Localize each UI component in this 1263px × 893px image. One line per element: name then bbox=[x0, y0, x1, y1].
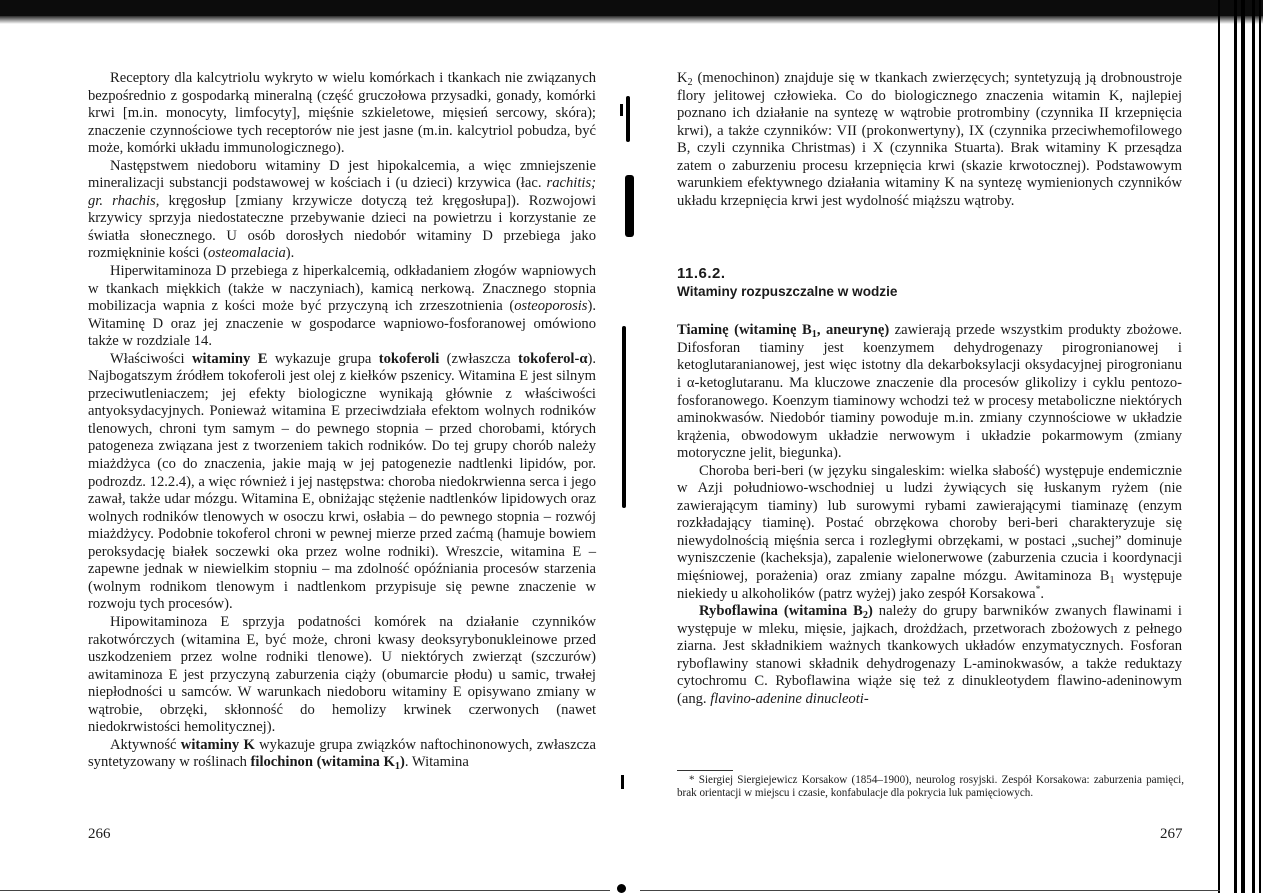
left-page-text bbox=[88, 70, 596, 772]
right-page-top-text bbox=[677, 70, 1182, 210]
text-run: Tiaminę (witaminę B bbox=[677, 322, 812, 339]
paragraph bbox=[677, 322, 1182, 462]
text-run: Hiperwitaminoza D przebiega z hiperkalcemią, odkładaniem złogów wapniowych w tkankach miękkich (także w naczyniach), kamicą nerkową. Znacznego stopnia mobilizacja wapnia z kości może być przyczyną ich zrzeszotnienia ( bbox=[88, 263, 596, 315]
text-run: witaminy E bbox=[191, 350, 268, 367]
text-run: Aktywność bbox=[110, 736, 181, 753]
paragraph bbox=[88, 158, 596, 263]
text-run: Właściwości bbox=[110, 350, 192, 367]
paragraph bbox=[677, 603, 1182, 708]
scan-top-edge bbox=[0, 0, 1263, 16]
text-run: należy do grupy barwników zwanych flawinami i występuje w mleku, mięsie, jajkach, drożdżach, przetworach zbożowych z pełnego ziarna. Jest składnikiem ważnych tkankowych układów enzymatycznych. Fosforan ryboflawiny stanowi składnik dehydrogenazy L-aminokwasów, a także reduktazy cytochromu C. Ryboflawina wiąże się też z dinukleotydem flawino-adeninowym (ang. bbox=[677, 603, 1182, 707]
paragraph bbox=[88, 737, 596, 772]
text-run: witaminy K bbox=[180, 736, 255, 753]
text-run: rachitis; gr. rhachis, bbox=[88, 175, 596, 209]
text-run: Następstwem niedoboru witaminy D jest hipokalcemia, a więc zmniejszenie mineralizacji substancji podstawowej w kościach i (u dzieci) krzywica (łac. bbox=[88, 157, 596, 192]
text-run: . Witamina bbox=[404, 754, 469, 771]
margin-mark bbox=[621, 775, 624, 789]
footnote bbox=[677, 774, 1184, 801]
text-run: K bbox=[677, 70, 688, 86]
margin-mark bbox=[620, 104, 623, 116]
binding-edge bbox=[1252, 0, 1255, 893]
text-run: kręgosłup [zmiany krzywicze dotyczą też kręgosłupa]). Rozwojowi krzywicy sprzyja niedostateczne przebywanie dzieci na powietrzu i korzystanie ze światła słonecznego. U osób dorosłych niedobór witaminy D przebiega jako rozmiękninie kości ( bbox=[88, 192, 596, 262]
text-run: Hipowitaminoza E sprzyja podatności komórek na działanie czynników rakotwórczych (witamina E, być może, chroni kwasy deoksyrybonukleinowe przed uszkodzeniem przez wolne rodniki tlenowe). U niektórych zwierząt (szczurów) awitaminoza E jest przyczyną zaburzenia ciąży (obumarcie płodu) u samic, trwałej niepłodności u samców. W warunkach niedoboru witaminy E opisywano zmiany w wątrobie, obrzęki, skłonność do hemolizy krwinek czerwonych (nawet niedokrwistości hemolitycznej). bbox=[88, 613, 596, 736]
text-run: tokoferoli bbox=[378, 350, 440, 367]
paragraph bbox=[677, 70, 1182, 210]
text-run: (menochinon) znajduje się w tkankach zwierzęcych; syntetyzują ją drobnoustroje flory jelitowej człowieka. Co do biologicznego znaczenia witamin K, najlepiej poznano ich działanie na syntezę w wątrobie protrombiny (czynnika II krzepnięcia krwi), a także czynników: VII (prokonwertyny), IX (czynnika przeciwhemofilowego B, czyli czynnika Christmas) i X (czynnika Stuarta). Brak witaminy K przesądza zatem o zaburzeniu procesu krzepnięcia krwi (skazie krwotocznej). Podstawowym warunkiem efektywnego działania witaminy K na syntezę wymienionych czynników układu krzepnięcia krwi jest wydolność miąższu wątroby. bbox=[677, 70, 1182, 209]
paragraph bbox=[88, 70, 596, 158]
text-run: * bbox=[1035, 584, 1041, 595]
right-page-text bbox=[677, 70, 1182, 708]
text-run: 1 bbox=[394, 761, 400, 773]
text-run: ). Witaminę D oraz jej znaczenie w gospodarce wapniowo-fosforanowej omówiono także w rozdziale 14. bbox=[88, 298, 596, 350]
page-number-left: 266 bbox=[88, 826, 111, 842]
margin-mark bbox=[626, 96, 630, 142]
text-run: Choroba beri-beri (w języku singaleskim: wielka słabość) występuje endemicznie w Azji południowo-wschodniej u ludzi żywiących się łuskanym ryżem (nie zawierającym tiaminy) lub surowymi rybami zawierającymi tiaminazę (enzym rozkładający tiaminę). Postać obrzękowa choroby beri-beri charakteryzuje się niewydolnością mięśnia serca i rozległymi obrzękami, w postaci „suchej” dominuje wyniszczenie (kacheksja), zapalenie wielonerwowe (zaburzenia czucia i koordynacji mięśniowej, porażenia) oraz zmiany zapalne mózgu. Awitaminoza B bbox=[677, 462, 1182, 585]
right-page-body-text bbox=[677, 322, 1182, 708]
text-run: filochinon (witamina K bbox=[250, 754, 395, 771]
text-run: (zwłaszcza bbox=[439, 350, 519, 367]
paragraph bbox=[88, 263, 596, 351]
text-run: występuje niekiedy u alkoholików (patrz wyżej) jako zespół Korsakowa bbox=[677, 568, 1183, 602]
binding-edge bbox=[1259, 0, 1261, 893]
text-run: 2 bbox=[687, 77, 693, 88]
text-run: flavino-adenine dinucleoti- bbox=[710, 690, 869, 707]
paragraph bbox=[677, 463, 1182, 603]
scan-bottom-edge bbox=[640, 890, 1220, 891]
text-run: wykazuje grupa bbox=[267, 350, 379, 367]
binding-edge bbox=[1234, 0, 1237, 893]
footnote-rule bbox=[677, 770, 733, 771]
footnote-text: * Siergiej Siergiejewicz Korsakow (1854–1900), neurolog rosyjski. Zespół Korsakowa: zaburzenia pamięci, brak orientacji w miejscu i czasie, konfabulacje dla pokrycia luk pamięciowych. bbox=[677, 774, 1184, 800]
text-run: Receptory dla kalcytriolu wykryto w wielu komórkach i tkankach nie związanych bezpośrednio z gospodarką mineralną (część gruczołowa przysadki, gonady, komórki krwi [m.in. monocyty, limfocyty], mięśnie szkieletowe, mięsień sercowy, skóra); znaczenie czynnościowe tych receptorów nie jest jasne (m.in. kalcytriol pobudza, być może, komórki układu immunologicznego). bbox=[88, 70, 596, 157]
text-run: ) bbox=[399, 754, 405, 771]
text-run: 1 bbox=[1109, 575, 1115, 587]
section-title: Witaminy rozpuszczalne w wodzie bbox=[677, 284, 898, 300]
binding-edge bbox=[1241, 0, 1245, 893]
text-run: Ryboflawina (witamina B bbox=[699, 603, 863, 620]
text-run: wykazuje grupa związków naftochinonowych, zwłaszcza syntetyzowany w roślinach bbox=[88, 736, 596, 771]
paragraph bbox=[88, 614, 596, 737]
section-number: 11.6.2. bbox=[677, 265, 726, 283]
text-run: ). bbox=[285, 245, 295, 262]
text-run: 2 bbox=[862, 610, 868, 622]
paragraph bbox=[88, 351, 596, 614]
text-run: osteoporosis bbox=[514, 298, 588, 315]
margin-mark bbox=[625, 175, 634, 237]
binding-edge bbox=[1218, 0, 1220, 893]
text-run: . bbox=[1040, 585, 1045, 602]
scan-top-shadow bbox=[0, 16, 1263, 24]
text-run: ). Najbogatszym źródłem tokoferoli jest olej z kiełków pszenicy. Witamina E jest silnym przeciwutleniaczem; jej efekty biologiczne wynikają głównie z właściwości antyoksydacyjnych. Ponieważ witamina E przeciwdziała efektom wolnych rodników tlenowych, chroni tym samym – do pewnego stopnia – przed chorobami, których patogeneza związana jest z tworzeniem takich rodników. Do tej grupy chorób należy miażdżyca (co do znaczenia, jakie mają w jej patogenezie nadtlenki lipidów, por. podrozdz. 12.2.4), a więc również i jej następstwa: choroba niedokrwienna serca i jego zawał, także udar mózgu. Witamina E, obniżając stężenie nadtlenków lipidowych oraz wolnych rodników tlenowych w osoczu krwi, osłabia – do pewnego stopnia – rozwój miażdżycy. Podobnie tokoferol chroni w pewnej mierze przed zaćmą (hamuje bowiem peroksydację białek soczewki oka przez wolne rodniki). Wreszcie, witamina E – zapewne jednak w niewielkim stopniu – ma zdolność opóźniania procesów starzenia (wolnym rodnikom tlenowym i nadtlenkom przypisuje się pewne znaczenie w rozwoju tych procesów). bbox=[88, 350, 597, 613]
text-run: ) bbox=[867, 603, 873, 620]
scan-bottom-edge bbox=[0, 890, 610, 891]
margin-mark bbox=[617, 884, 626, 893]
text-run: zawierają przede wszystkim produkty zbożowe. Difosforan tiaminy jest koenzymem dehydrogenazy pirogronianowej i ketoglutaranianowej, jest więc istotny dla dekarboksylacji oksydacyjnej pirogronianu i α-ketoglutaranu. Ma kluczowe znaczenie dla procesów glikolizy i cyklu pentozo-fosforanowego. Koenzym tiaminowy wchodzi też w procesy metaboliczne niektórych aminokwasów. Niedobór tiaminy powoduje m.in. zmiany czynnościowe w układzie krążenia, obwodowym układzie nerwowym i układzie pokarmowym (zmiany motoryczne jelit, biegunka). bbox=[677, 322, 1182, 462]
text-run: 1 bbox=[811, 329, 817, 341]
text-run: tokoferol-α bbox=[518, 350, 588, 367]
text-run: osteomalacia bbox=[207, 245, 286, 262]
text-run: , aneurynę) bbox=[816, 322, 890, 339]
page-number-right: 267 bbox=[1160, 826, 1183, 842]
section-heading bbox=[677, 265, 1182, 300]
margin-mark bbox=[622, 326, 626, 508]
